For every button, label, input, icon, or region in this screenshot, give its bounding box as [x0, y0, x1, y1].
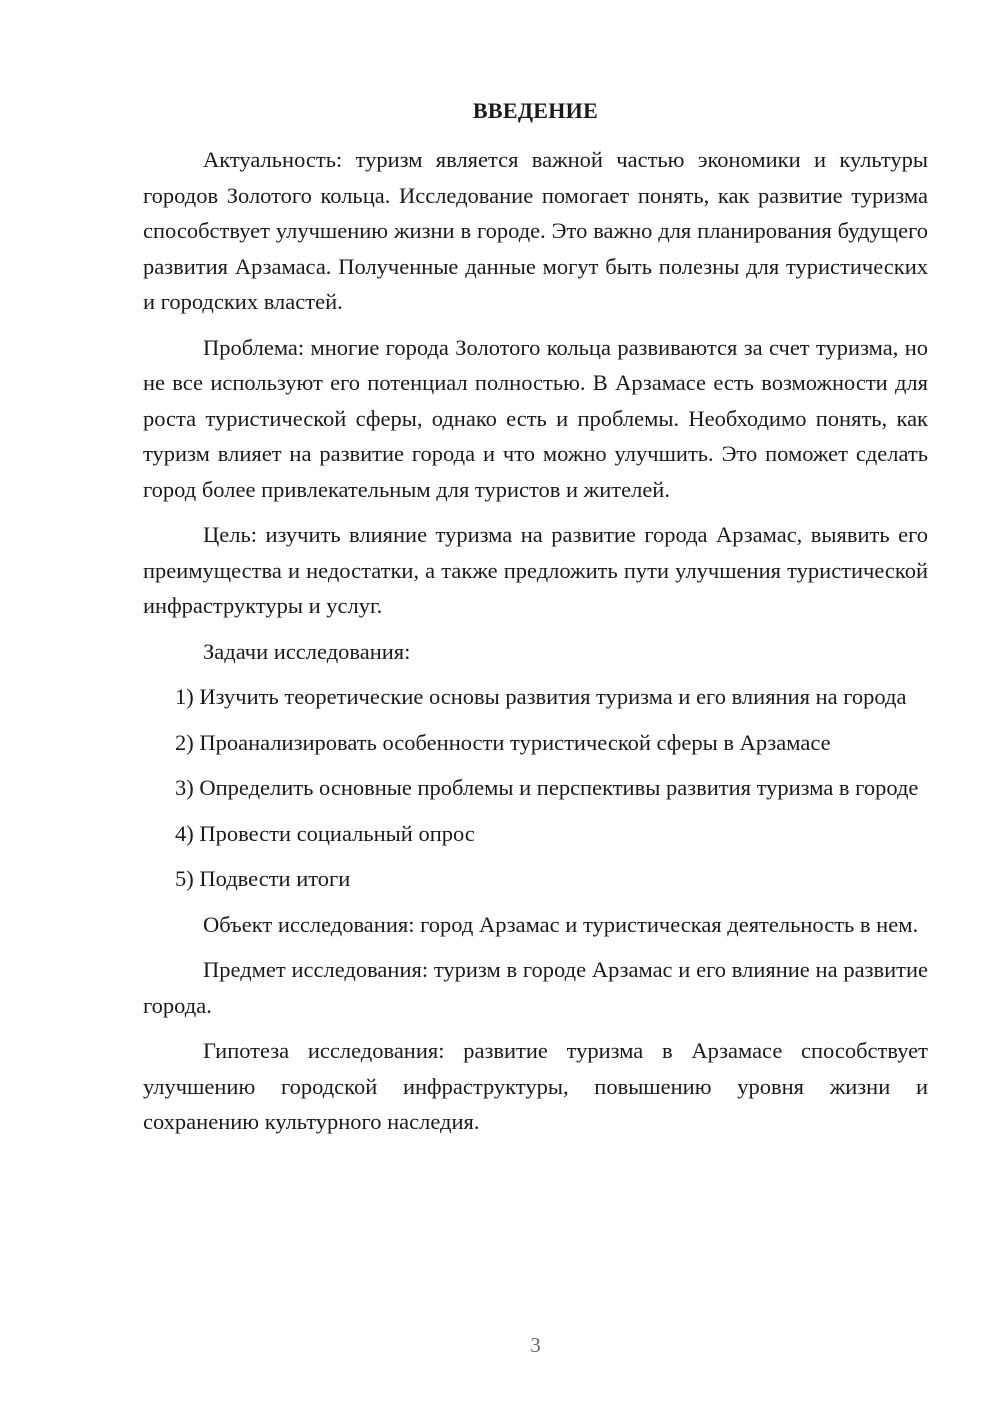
- task-item: 5) Подвести итоги: [175, 866, 351, 891]
- task-item: 2) Проанализировать особенности туристической сферы в Арзамасе: [175, 729, 831, 755]
- page-number: 3: [530, 1333, 541, 1357]
- paragraph-tasks-heading: Задачи исследования:: [203, 638, 411, 664]
- document-page: [143, 0, 928, 1414]
- task-item: 1) Изучить теоретические основы развития туризма и его влияния на города: [175, 684, 907, 709]
- document-body: [143, 142, 928, 1150]
- paragraph-goal: Цель: изучить влияние туризма на развитие города Арзамас, выявить его преимущества и недостатки, а также предложить пути улучшения туристической инфраструктуры и услуг.: [143, 522, 928, 618]
- paragraph-object: Объект исследования: город Арзамас и туристическая деятельность в нем.: [203, 911, 919, 937]
- paragraph-hypothesis: Гипотеза исследования: развитие туризма в Арзамасе способствует улучшению городской инфраструктуры, повышению уровня жизни и сохранению культурного наследия.: [143, 1038, 928, 1134]
- task-item: 3) Определить основные проблемы и перспективы развития туризма в городе: [175, 775, 919, 800]
- task-item: 4) Провести социальный опрос: [175, 820, 475, 846]
- section-title: ВВЕДЕНИЕ: [472, 98, 599, 123]
- paragraph-subject: Предмет исследования: туризм в городе Арзамас и его влияние на развитие города.: [143, 957, 928, 1018]
- paragraph-relevance: Актуальность: туризм является важной частью экономики и культуры городов Золотого кольца. Исследование помогает понять, как развитие туризма способствует улучшению жизни в городе. Это важно для планирования будущего развития Арзамаса. Полученные данные могут быть полезны для туристических и городских властей.: [143, 147, 928, 314]
- paragraph-problem: Проблема: многие города Золотого кольца развиваются за счет туризма, но не все используют его потенциал полностью. В Арзамасе есть возможности для роста туристической сферы, однако есть и проблемы. Необходимо понять, как туризм влияет на развитие города и что можно улучшить. Это поможет сделать город более привлекательным для туристов и жителей.: [143, 334, 928, 502]
